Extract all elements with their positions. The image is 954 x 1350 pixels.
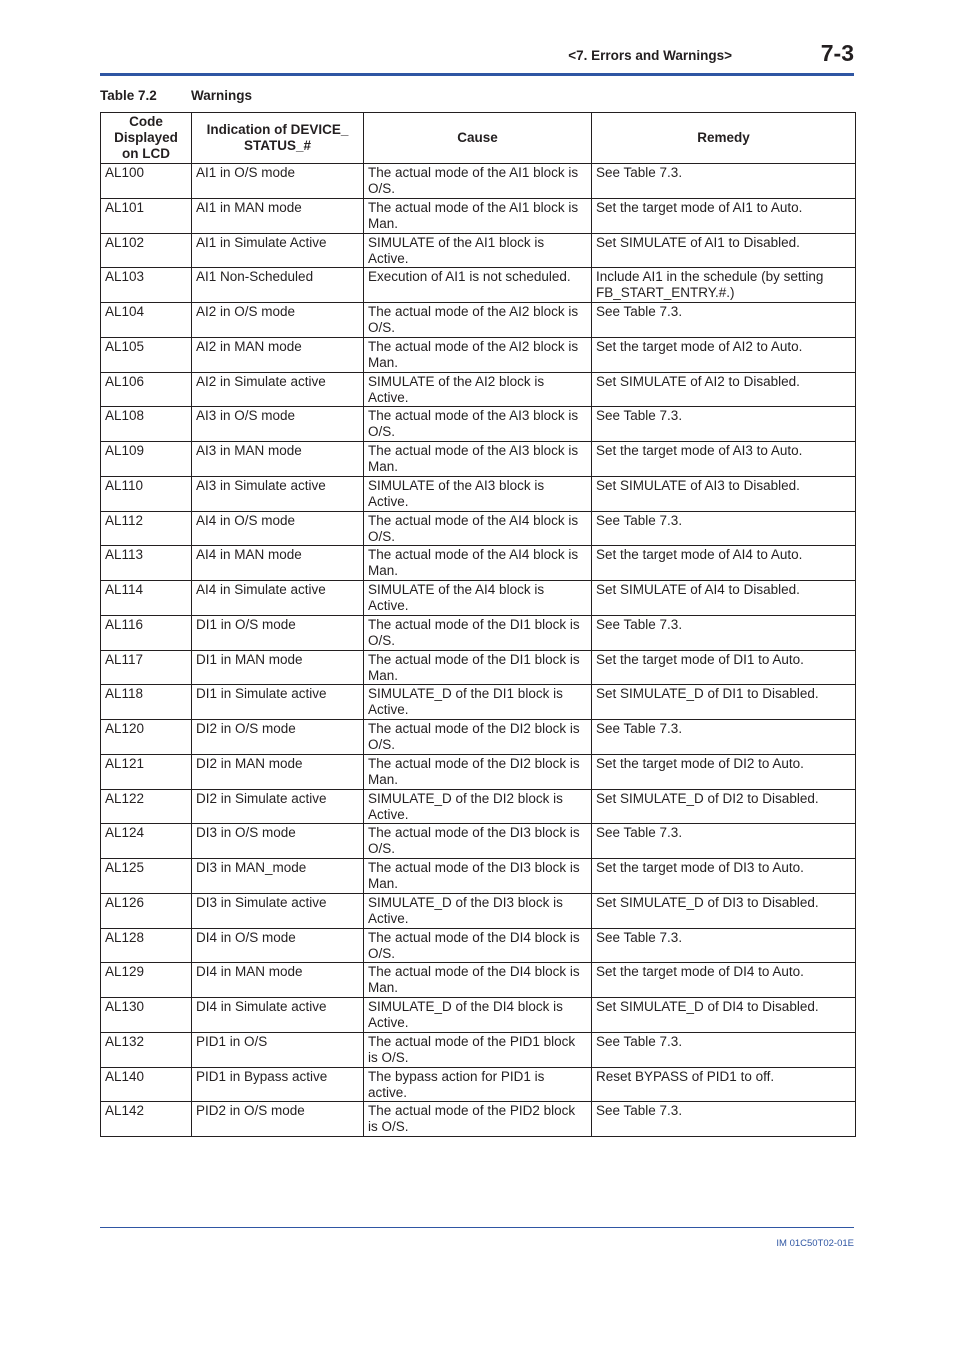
- cell-cause: Execution of AI1 is not scheduled.: [364, 268, 592, 303]
- table-row: [101, 233, 856, 268]
- column-header-remedy: Remedy: [592, 113, 856, 164]
- cell-code: AL108: [101, 407, 192, 442]
- cell-indication: AI4 in O/S mode: [192, 511, 364, 546]
- table-caption-number: Table 7.2: [100, 88, 157, 103]
- cell-code: AL121: [101, 754, 192, 789]
- cell-remedy: See Table 7.3.: [592, 303, 856, 338]
- table-row: [101, 511, 856, 546]
- cell-code: AL105: [101, 337, 192, 372]
- cell-cause: SIMULATE of the AI4 block is Active.: [364, 581, 592, 616]
- cell-indication: DI4 in Simulate active: [192, 998, 364, 1033]
- cell-indication: PID1 in O/S: [192, 1032, 364, 1067]
- cell-remedy: Set the target mode of DI4 to Auto.: [592, 963, 856, 998]
- cell-cause: The actual mode of the AI3 block is O/S.: [364, 407, 592, 442]
- table-row: [101, 546, 856, 581]
- table-row: [101, 754, 856, 789]
- cell-remedy: Set SIMULATE of AI3 to Disabled.: [592, 476, 856, 511]
- table-row: [101, 824, 856, 859]
- cell-indication: DI1 in O/S mode: [192, 615, 364, 650]
- cell-code: AL126: [101, 893, 192, 928]
- cell-remedy: Set the target mode of AI1 to Auto.: [592, 198, 856, 233]
- cell-indication: AI1 Non-Scheduled: [192, 268, 364, 303]
- cell-cause: The actual mode of the DI3 block is Man.: [364, 859, 592, 894]
- cell-indication: DI2 in O/S mode: [192, 720, 364, 755]
- cell-cause: The bypass action for PID1 is active.: [364, 1067, 592, 1102]
- cell-code: AL129: [101, 963, 192, 998]
- cell-remedy: See Table 7.3.: [592, 511, 856, 546]
- footer-divider: [100, 1227, 854, 1228]
- cell-code: AL130: [101, 998, 192, 1033]
- cell-cause: The actual mode of the DI3 block is O/S.: [364, 824, 592, 859]
- table-row: [101, 998, 856, 1033]
- table-row: [101, 963, 856, 998]
- cell-indication: AI1 in Simulate Active: [192, 233, 364, 268]
- cell-remedy: See Table 7.3.: [592, 1102, 856, 1137]
- cell-code: AL113: [101, 546, 192, 581]
- cell-code: AL120: [101, 720, 192, 755]
- cell-remedy: See Table 7.3.: [592, 615, 856, 650]
- cell-indication: DI4 in MAN mode: [192, 963, 364, 998]
- cell-cause: The actual mode of the DI1 block is O/S.: [364, 615, 592, 650]
- cell-remedy: Set the target mode of AI3 to Auto.: [592, 442, 856, 477]
- cell-remedy: Set SIMULATE of AI4 to Disabled.: [592, 581, 856, 616]
- column-header-indication: Indication of DEVICE_ STATUS_#: [192, 113, 364, 164]
- cell-cause: The actual mode of the DI2 block is O/S.: [364, 720, 592, 755]
- table-row: [101, 1102, 856, 1137]
- cell-code: AL125: [101, 859, 192, 894]
- table-row: [101, 1032, 856, 1067]
- cell-code: AL124: [101, 824, 192, 859]
- page-number: 7-3: [820, 40, 854, 66]
- table-row: [101, 372, 856, 407]
- table-row: [101, 164, 856, 199]
- cell-indication: DI3 in O/S mode: [192, 824, 364, 859]
- cell-indication: DI3 in MAN_mode: [192, 859, 364, 894]
- cell-code: AL106: [101, 372, 192, 407]
- cell-remedy: Set the target mode of DI2 to Auto.: [592, 754, 856, 789]
- cell-code: AL102: [101, 233, 192, 268]
- cell-remedy: Set the target mode of DI1 to Auto.: [592, 650, 856, 685]
- table-row: [101, 928, 856, 963]
- chapter-heading: <7. Errors and Warnings>: [568, 48, 732, 63]
- cell-cause: SIMULATE_D of the DI3 block is Active.: [364, 893, 592, 928]
- cell-code: AL104: [101, 303, 192, 338]
- table-row: [101, 1067, 856, 1102]
- cell-indication: DI1 in MAN mode: [192, 650, 364, 685]
- cell-cause: SIMULATE_D of the DI4 block is Active.: [364, 998, 592, 1033]
- cell-cause: SIMULATE of the AI3 block is Active.: [364, 476, 592, 511]
- table-row: [101, 476, 856, 511]
- table-row: [101, 442, 856, 477]
- cell-cause: The actual mode of the AI3 block is Man.: [364, 442, 592, 477]
- cell-indication: AI4 in Simulate active: [192, 581, 364, 616]
- table-caption-title: Warnings: [191, 88, 253, 103]
- cell-remedy: See Table 7.3.: [592, 720, 856, 755]
- cell-cause: The actual mode of the DI1 block is Man.: [364, 650, 592, 685]
- cell-cause: SIMULATE_D of the DI1 block is Active.: [364, 685, 592, 720]
- cell-code: AL110: [101, 476, 192, 511]
- cell-remedy: Set SIMULATE of AI1 to Disabled.: [592, 233, 856, 268]
- cell-code: AL118: [101, 685, 192, 720]
- cell-cause: The actual mode of the PID2 block is O/S.: [364, 1102, 592, 1137]
- table-caption: [100, 88, 252, 103]
- cell-cause: The actual mode of the DI4 block is Man.: [364, 963, 592, 998]
- table-row: [101, 268, 856, 303]
- cell-code: AL122: [101, 789, 192, 824]
- table-row: [101, 789, 856, 824]
- cell-code: AL114: [101, 581, 192, 616]
- cell-cause: The actual mode of the AI2 block is Man.: [364, 337, 592, 372]
- cell-code: AL117: [101, 650, 192, 685]
- column-header-code: Code Displayed on LCD: [101, 113, 192, 164]
- cell-indication: DI2 in Simulate active: [192, 789, 364, 824]
- cell-cause: SIMULATE of the AI2 block is Active.: [364, 372, 592, 407]
- cell-cause: SIMULATE_D of the DI2 block is Active.: [364, 789, 592, 824]
- table-row: [101, 859, 856, 894]
- cell-indication: AI1 in O/S mode: [192, 164, 364, 199]
- cell-indication: DI2 in MAN mode: [192, 754, 364, 789]
- cell-cause: SIMULATE of the AI1 block is Active.: [364, 233, 592, 268]
- cell-indication: AI3 in Simulate active: [192, 476, 364, 511]
- cell-indication: AI2 in MAN mode: [192, 337, 364, 372]
- cell-cause: The actual mode of the DI2 block is Man.: [364, 754, 592, 789]
- cell-indication: DI3 in Simulate active: [192, 893, 364, 928]
- table-row: [101, 615, 856, 650]
- table-row: [101, 337, 856, 372]
- cell-code: AL140: [101, 1067, 192, 1102]
- cell-code: AL101: [101, 198, 192, 233]
- table-row: [101, 685, 856, 720]
- cell-remedy: Set SIMULATE_D of DI4 to Disabled.: [592, 998, 856, 1033]
- header-divider: [100, 73, 854, 76]
- cell-remedy: Include AI1 in the schedule (by setting FB_START_ENTRY.#.): [592, 268, 856, 303]
- cell-remedy: Set SIMULATE_D of DI1 to Disabled.: [592, 685, 856, 720]
- cell-remedy: Set SIMULATE of AI2 to Disabled.: [592, 372, 856, 407]
- cell-cause: The actual mode of the AI2 block is O/S.: [364, 303, 592, 338]
- cell-cause: The actual mode of the PID1 block is O/S.: [364, 1032, 592, 1067]
- cell-cause: The actual mode of the AI1 block is O/S.: [364, 164, 592, 199]
- table-row: [101, 720, 856, 755]
- cell-remedy: See Table 7.3.: [592, 928, 856, 963]
- cell-code: AL132: [101, 1032, 192, 1067]
- cell-indication: PID2 in O/S mode: [192, 1102, 364, 1137]
- table-row: [101, 407, 856, 442]
- cell-code: AL109: [101, 442, 192, 477]
- cell-cause: The actual mode of the AI1 block is Man.: [364, 198, 592, 233]
- cell-remedy: See Table 7.3.: [592, 407, 856, 442]
- warnings-table: [100, 112, 856, 1137]
- table-row: [101, 650, 856, 685]
- cell-cause: The actual mode of the AI4 block is Man.: [364, 546, 592, 581]
- cell-code: AL103: [101, 268, 192, 303]
- cell-code: AL116: [101, 615, 192, 650]
- table-row: [101, 198, 856, 233]
- cell-indication: PID1 in Bypass active: [192, 1067, 364, 1102]
- cell-remedy: See Table 7.3.: [592, 164, 856, 199]
- document-id: IM 01C50T02-01E: [776, 1238, 854, 1249]
- table-row: [101, 893, 856, 928]
- cell-remedy: Set the target mode of AI4 to Auto.: [592, 546, 856, 581]
- table-row: [101, 303, 856, 338]
- table-row: [101, 581, 856, 616]
- column-header-cause: Cause: [364, 113, 592, 164]
- cell-indication: AI1 in MAN mode: [192, 198, 364, 233]
- cell-remedy: See Table 7.3.: [592, 824, 856, 859]
- cell-indication: DI1 in Simulate active: [192, 685, 364, 720]
- cell-indication: AI2 in O/S mode: [192, 303, 364, 338]
- cell-indication: AI3 in MAN mode: [192, 442, 364, 477]
- cell-indication: AI3 in O/S mode: [192, 407, 364, 442]
- cell-code: AL100: [101, 164, 192, 199]
- cell-remedy: Set the target mode of AI2 to Auto.: [592, 337, 856, 372]
- cell-cause: The actual mode of the DI4 block is O/S.: [364, 928, 592, 963]
- cell-remedy: Reset BYPASS of PID1 to off.: [592, 1067, 856, 1102]
- cell-indication: DI4 in O/S mode: [192, 928, 364, 963]
- cell-remedy: Set SIMULATE_D of DI3 to Disabled.: [592, 893, 856, 928]
- cell-remedy: Set the target mode of DI3 to Auto.: [592, 859, 856, 894]
- cell-code: AL112: [101, 511, 192, 546]
- cell-remedy: Set SIMULATE_D of DI2 to Disabled.: [592, 789, 856, 824]
- warnings-table-body: [101, 164, 856, 1137]
- cell-code: AL128: [101, 928, 192, 963]
- cell-indication: AI4 in MAN mode: [192, 546, 364, 581]
- cell-code: AL142: [101, 1102, 192, 1137]
- cell-indication: AI2 in Simulate active: [192, 372, 364, 407]
- table-header-row: [101, 113, 856, 164]
- cell-cause: The actual mode of the AI4 block is O/S.: [364, 511, 592, 546]
- cell-remedy: See Table 7.3.: [592, 1032, 856, 1067]
